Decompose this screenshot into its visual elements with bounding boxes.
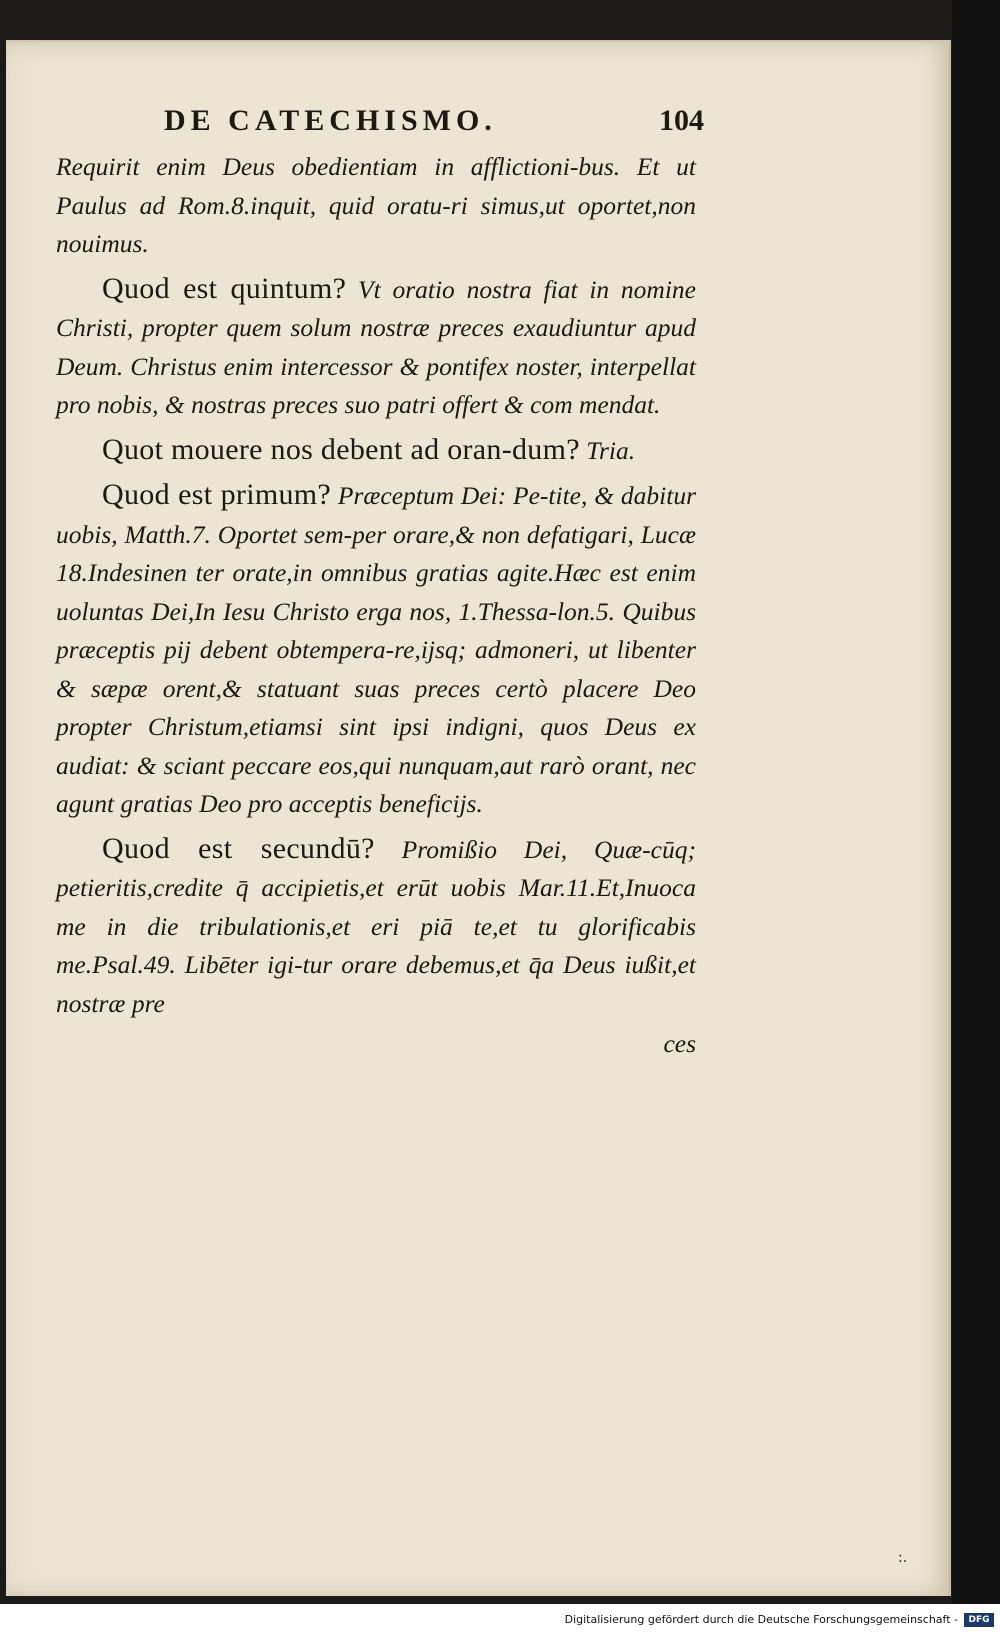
paragraph-continuation [56, 148, 696, 264]
page-number: 104 [659, 104, 704, 137]
question-heading: Quod est secundū? [102, 831, 375, 865]
spine-shadow [952, 0, 1000, 1634]
running-head-title: DE CATECHISMO. [164, 104, 497, 137]
footer-bar [0, 1604, 1000, 1634]
paragraph-text: Requirit enim Deus obedientiam in afflictioni-bus. Et ut Paulus ad Rom.8.inquit, quid oratu-ri simus,ut oportet,non nouimus. [56, 152, 696, 258]
paragraph-primum [56, 476, 696, 824]
ink-marks: :. [898, 1550, 908, 1566]
digitization-credit: Digitalisierung gefördert durch die Deutsche Forschungsgemeinschaft - [564, 1613, 958, 1626]
question-heading: Quod est primum? [102, 478, 332, 511]
paragraph-secundum [56, 830, 696, 1024]
book-page [6, 40, 951, 1596]
paragraph-text: Vt oratio nostra fiat in nomine Christi, propter quem solum nostræ preces exaudiuntur apud Deum. Christus enim intercessor & pontifex noster, interpellat pro nobis, & nostras preces suo patri offert & com mendat. [56, 274, 697, 419]
running-head [56, 104, 704, 148]
paragraph-text: Promißio Dei, Quæ-cūq; petieritis,credite q̄ accipietis,et erūt uobis Mar.11.Et,Inuoca me in die tribulationis,et eri piā te,et tu glorificabis me.Psal.49. Libēter igi-tur orare debemus,et q̄a Deus iußit,et nostræ pre [56, 834, 696, 1018]
paragraph-quot-mouere [56, 431, 696, 471]
dfg-logo-icon: DFG [964, 1613, 994, 1627]
page-text-block [56, 104, 704, 1059]
paragraph-text: Tria. [579, 435, 636, 465]
question-heading: Quot mouere nos debent ad oran-dum? [102, 432, 580, 466]
paragraph-quintum [56, 270, 696, 425]
question-heading: Quod est quintum? [102, 271, 347, 305]
paragraph-text: Præceptum Dei: Pe-tite, & dabitur uobis, Matth.7. Oportet sem-per orare,& non defatigari, Lucæ 18.Indesinen ter orate,in omnibus gratias agite.Hæc est enim uoluntas Dei,In Iesu Christo erga nos, 1.Thessa-lon.5. Quibus præceptis pij debent obtempera-re,ijsq; admoneri, ut libenter & sæpæ orent,& statuant suas preces certò placere Deo propter Christum,etiamsi sint ipsi indigni, quos Deus ex audiat: & sciant peccare eos,qui nunquam,aut rarò orant, nec agunt gratias Deo pro acceptis beneficijs. [56, 481, 696, 818]
catchword: ces [663, 1029, 696, 1058]
